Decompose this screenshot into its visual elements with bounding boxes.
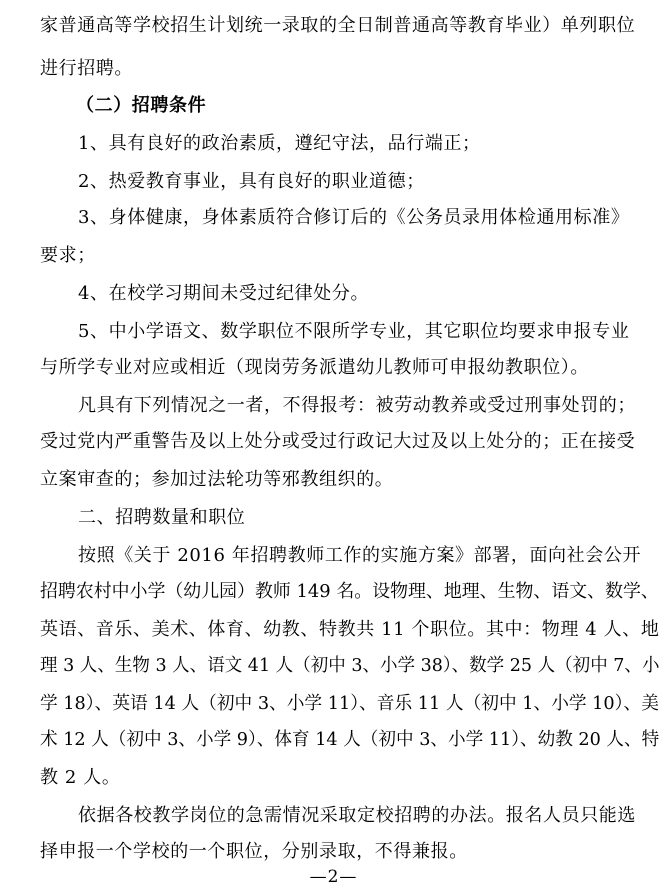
- text-line: 与所学专业对应或相近（现岗劳务派遣幼儿教师可申报幼教职位）。: [40, 357, 589, 378]
- text-line: 家普通高等学校招生计划统一录取的全日制普通高等教育毕业）单列职位: [40, 15, 636, 36]
- text-line: 术 12 人（初中 3、小学 9）、体育 14 人（初中 3、小学 11）、幼教 20 人、特: [40, 729, 660, 750]
- text-line: 5、中小学语文、数学职位不限所学专业，其它职位均要求申报专业: [78, 321, 630, 342]
- text-line: 4、在校学习期间未受过纪律处分。: [78, 283, 370, 304]
- text-line: 按照《关于 2016 年招聘教师工作的实施方案》部署，面向社会公开: [78, 545, 642, 566]
- text-line: 教 2 人。: [40, 767, 121, 788]
- page-number: —2—: [309, 867, 358, 887]
- text-line: 凡具有下列情况之一者，不得报考：被劳动教养或受过刑事处罚的；: [78, 395, 636, 416]
- text-line: 依据各校教学岗位的急需情况采取定校招聘的办法。报名人员只能选: [78, 805, 636, 826]
- text-line: 受过党内严重警告及以上处分或受过行政记大过及以上处分的；正在接受: [40, 431, 636, 452]
- text-line: 择申报一个学校的一个职位，分别录取，不得兼报。: [40, 841, 468, 862]
- text-line: 学 18）、英语 14 人（初中 3、小学 11）、音乐 11 人（初中 1、小学 10）、美: [40, 693, 659, 714]
- text-line: 3、身体健康，身体素质符合修订后的《公务员录用体检通用标准》: [78, 207, 630, 228]
- text-line: 要求；: [40, 245, 96, 266]
- text-line: 招聘农村中小学（幼儿园）教师 149 名。设物理、地理、生物、语文、数学、: [40, 581, 659, 602]
- text-line: 2、热爱教育事业，具有良好的职业道德；: [78, 171, 425, 192]
- section-heading: 二、招聘数量和职位: [78, 507, 246, 528]
- text-line: 1、具有良好的政治素质，遵纪守法，品行端正；: [78, 133, 481, 154]
- text-line: 理 3 人、生物 3 人、语文 41 人（初中 3、小学 38）、数学 25 人（初中 7、小: [40, 655, 660, 676]
- text-line: 立案审查的；参加过法轮功等邪教组织的。: [40, 469, 394, 490]
- section-heading: （二）招聘条件: [76, 95, 207, 116]
- text-line: 进行招聘。: [40, 58, 133, 79]
- text-line: 英语、音乐、美术、体育、幼教、特教共 11 个职位。其中：物理 4 人、地: [40, 619, 660, 640]
